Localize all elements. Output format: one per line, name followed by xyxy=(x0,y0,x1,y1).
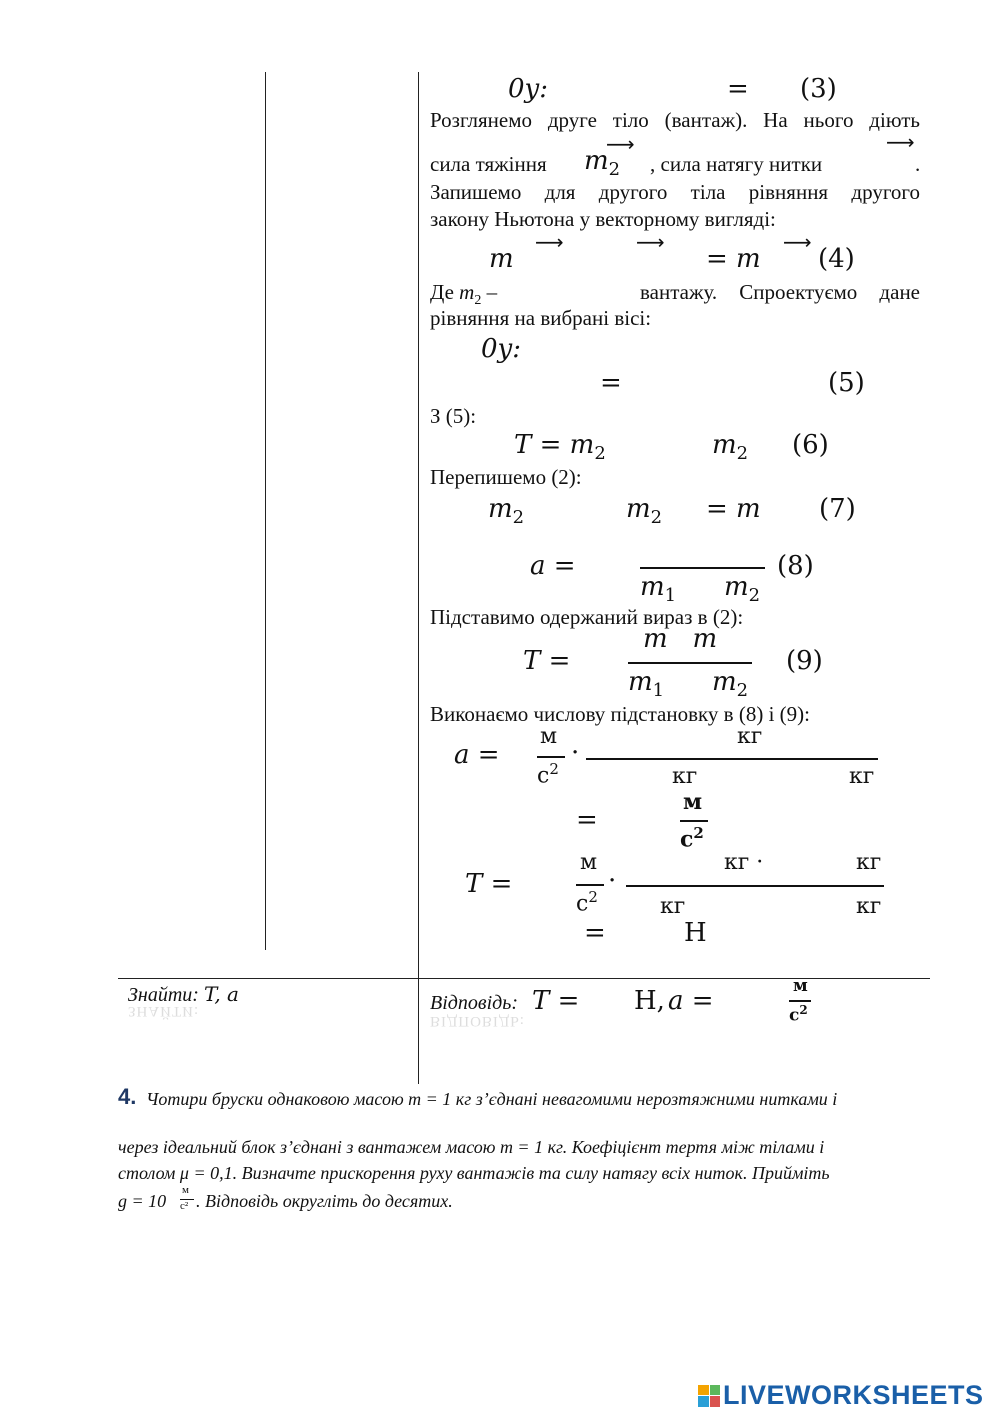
vector-arrow-icon: ⟶ xyxy=(535,230,564,254)
calcT-kg-bottom-1: кг xyxy=(660,894,686,919)
answer-frac-top: м xyxy=(793,976,808,996)
eq7-m2: $m_2$ xyxy=(626,494,663,529)
brand-blocks-icon xyxy=(698,1385,720,1407)
eq4-number: (4) xyxy=(818,244,855,274)
eq6-m2: $m_2$ xyxy=(712,430,749,465)
table-row-divider xyxy=(118,978,930,979)
task4-frac-bottom: с² xyxy=(180,1200,189,1212)
answer-frac-bottom: $с^2$ xyxy=(789,1003,808,1026)
brand-name: LIVEWORKSHEETS xyxy=(723,1380,984,1410)
substitute-line: Підставимо одержаний вираз в (2): xyxy=(430,605,744,629)
task4-line4b: . Відповідь округліть до десятих. xyxy=(196,1191,453,1211)
eq7-number: (7) xyxy=(819,494,856,524)
eq3-number: (3) xyxy=(800,74,837,104)
de-line1b: вантажу. Спроектуємо дане xyxy=(640,280,920,304)
task4-line3: столом μ = 0,1. Визначте прискорення руху вантажів та силу натягу всіх ниток. Прийміть xyxy=(118,1163,830,1183)
calcT-kg-top-1: кг · xyxy=(724,850,764,875)
calcA-unit-top: м xyxy=(540,724,558,749)
calcA-result-bottom: $с^2$ xyxy=(680,824,704,853)
eq3-axis: 0y: xyxy=(508,74,548,104)
calcT-kg-top-2: кг xyxy=(856,850,882,875)
task4-line4a: g = 10 xyxy=(118,1191,167,1211)
answer-label: Відповідь: xyxy=(430,992,519,1014)
numeric-line: Виконаємо числову підстановку в (8) і (9): xyxy=(430,702,810,726)
para1-line2-end: . xyxy=(915,152,921,176)
eq9-number: (9) xyxy=(786,646,823,676)
eq5-equals: = xyxy=(600,368,622,398)
eq6-lhs: $T = m_2$ xyxy=(514,430,606,465)
vector-arrow-icon: ⟶ xyxy=(886,130,915,154)
calcT-unit-bar xyxy=(576,884,604,886)
vector-arrow-icon: ⟶ xyxy=(606,132,635,156)
para1-line3: Запишемо для другого тіла рівняння другого xyxy=(430,180,920,204)
answer-ghost-text: ВІДПОВІДЬ: xyxy=(430,1013,525,1029)
eq6-number: (6) xyxy=(792,430,829,460)
eq5-axis: 0y: xyxy=(481,334,521,364)
liveworksheets-logo[interactable] xyxy=(698,1380,984,1411)
eq7-rhs: = m xyxy=(706,494,761,524)
task4-line1: Чотири бруски однаковою масою m = 1 кг з’єднані невагомими нерозтяжними нитками і xyxy=(146,1089,838,1109)
calcA-lhs: a = xyxy=(454,740,500,770)
table-middle-column-line xyxy=(418,72,419,1084)
calcT-dot: · xyxy=(608,866,617,896)
calcA-kg-bottom-1: кг xyxy=(672,764,698,789)
find-ghost-text: ЗНАЙТИ: xyxy=(128,1003,200,1019)
eq7-m1: $m_2$ xyxy=(488,494,525,529)
task4-line2: через ідеальний блок з’єднані з вантажем масою m = 1 кг. Коефіцієнт тертя між тілами і xyxy=(118,1137,825,1157)
calcA-unit-bar xyxy=(537,756,565,758)
find-label: Знайти: T, a xyxy=(128,982,239,1006)
vector-arrow-icon: ⟶ xyxy=(636,230,665,254)
eq4-rhs: = m xyxy=(706,244,761,274)
eq4-mass: m xyxy=(489,244,514,274)
task4-number: 4. xyxy=(118,1084,137,1109)
calcA-kg-bottom-2: кг xyxy=(849,764,875,789)
calcT-kg-bottom-2: кг xyxy=(856,894,882,919)
eq8-den-m1: $m_1$ xyxy=(640,572,677,607)
de-line2: рівняння на вибрані вісі: xyxy=(430,306,652,330)
calcA-main-bar xyxy=(586,758,878,760)
answer-a: a = xyxy=(668,986,714,1016)
answer-T: T = xyxy=(532,986,580,1016)
calcT-unit-top: м xyxy=(580,850,598,875)
rewrite-2: Перепишемо (2): xyxy=(430,465,582,489)
eq8-fraction-bar xyxy=(640,567,765,569)
calcA-kg-top: кг xyxy=(737,724,763,749)
answer-unit: Н, xyxy=(634,986,665,1016)
eq9-den-m2: $m_2$ xyxy=(712,667,749,702)
answer-frac-bar xyxy=(789,1000,811,1002)
table-left-column-line xyxy=(265,72,266,950)
eq9-lhs: T = xyxy=(523,646,571,676)
calcA-unit-bottom: $с^2$ xyxy=(537,760,559,789)
calcA-result-top: м xyxy=(683,789,703,815)
para1-line1: Розглянемо друге тіло (вантаж). На нього діють xyxy=(430,108,920,132)
eq8-den-m2: $m_2$ xyxy=(724,572,761,607)
eq9-numerator: m m xyxy=(643,624,718,654)
calcT-unit-bottom: $с^2$ xyxy=(576,888,598,917)
task4-frac-top: м xyxy=(182,1184,189,1196)
para1-line2b: , сила натягу нитки xyxy=(650,152,823,176)
calcT-equals: = xyxy=(584,918,606,948)
eq8-lhs: a = xyxy=(530,551,576,581)
calcA-equals: = xyxy=(576,805,598,835)
from-5: З (5): xyxy=(430,404,477,428)
eq9-fraction-bar xyxy=(628,662,752,664)
de-line1: Де $m_2$ – xyxy=(430,280,498,309)
calcT-lhs: T = xyxy=(465,869,513,899)
para1-line2: сила тяжіння xyxy=(430,152,547,176)
calcA-result-bar xyxy=(680,820,708,822)
vector-arrow-icon: ⟶ xyxy=(783,230,812,254)
para1-mass: $m_2$ xyxy=(584,146,621,181)
eq9-den-m1: $m_1$ xyxy=(628,667,665,702)
eq3-equals: = xyxy=(727,74,749,104)
eq8-number: (8) xyxy=(777,551,814,581)
para1-line4: закону Ньютона у векторному вигляді: xyxy=(430,207,776,231)
eq5-number: (5) xyxy=(828,368,865,398)
calcA-dot: · xyxy=(571,738,580,768)
calcT-result-unit: Н xyxy=(684,918,707,948)
calcT-main-bar xyxy=(626,885,884,887)
